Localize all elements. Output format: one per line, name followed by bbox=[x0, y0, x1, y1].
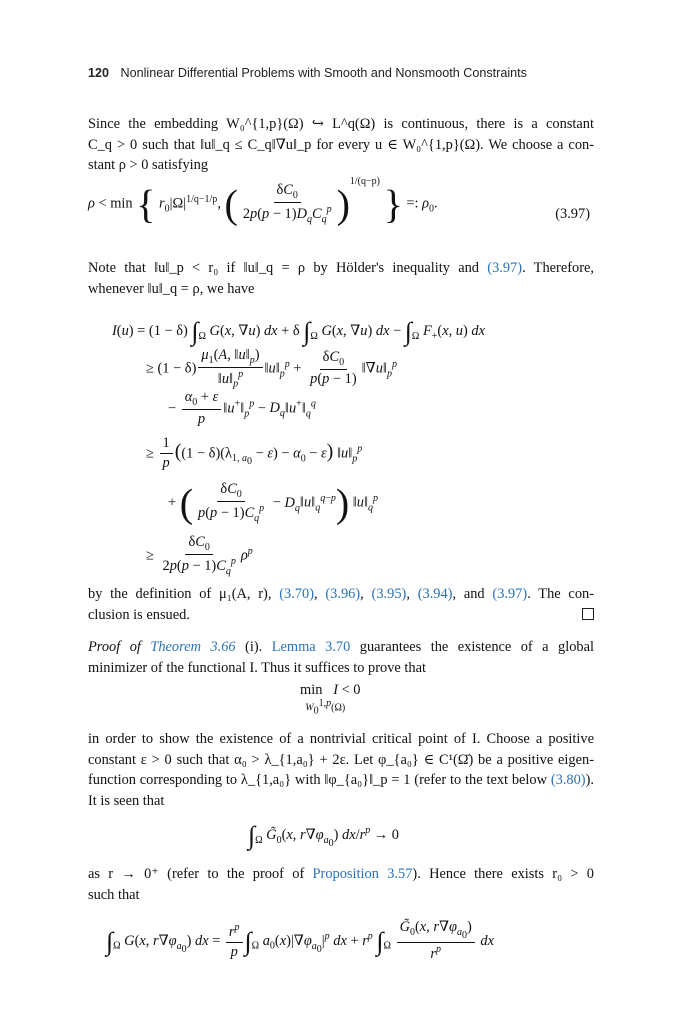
text-line: such that bbox=[88, 886, 140, 903]
derivation-line-2: ≥ (1 − δ) $\frac{\mu_1(A, ‖u‖_p)}{‖u‖_p^p}$ $‖u‖_p^p$ + $\frac{\delta C_0}{p(p - 1)}$ $‖\nabla u‖_p^p$ bbox=[146, 347, 397, 390]
proof-label: Proof of bbox=[88, 639, 151, 655]
paragraph-as-r bbox=[88, 864, 594, 905]
page-number: 120 bbox=[88, 66, 110, 80]
paragraph-note bbox=[88, 258, 594, 299]
equation-link[interactable]: (3.70) bbox=[279, 586, 315, 602]
equation-link[interactable]: (3.97) bbox=[492, 586, 528, 602]
proposition-link[interactable]: Proposition 3.57 bbox=[312, 866, 413, 882]
text-segment: ). Hence there exists r₀ > 0 bbox=[412, 866, 595, 882]
text-segment: . The con- bbox=[527, 586, 595, 602]
derivation-line-1: I(u) = (1 − δ) $\int_\Omega$ G(x, ∇u) dx + δ $\int_\Omega$ G(x, ∇u) dx − $\int_\Omega$ $F_+(x$, u) dx bbox=[112, 317, 485, 346]
qed-box-icon bbox=[582, 608, 594, 620]
paragraph-proof bbox=[88, 637, 594, 678]
text-segment: Note that ‖u‖_p < r₀ if ‖u‖_q = ρ by Hölder's inequality and bbox=[88, 260, 488, 276]
equation-link[interactable]: (3.80) bbox=[550, 772, 586, 788]
equation-link[interactable]: (3.94) bbox=[417, 586, 453, 602]
final-equation: $\int_\Omega$ G(x, $r\nabla\varphi_{a_0}$) dx = $\frac{r^p}{p}$ $\int_\Omega$ $a_0(x)|\nabla\varphi_{a_0}|^p$ dx + $r^p$ $\int_\Omega$ $\frac{G̃_0(x, r\nabla\varphi_{a_0})}{r^p}$ dx bbox=[106, 919, 495, 962]
text-segment: , and bbox=[452, 586, 493, 602]
text-line: C_q > 0 such that ‖u‖_q ≤ C_q‖∇u‖_p for every u ∈ W₀^{1,p}(Ω). We choose a con- bbox=[88, 136, 594, 153]
derivation-line-3: − $\frac{\alpha_0 + \varepsilon}{p}$ $‖u^+‖_p^p$ − $D_q‖u^+‖_q^q$ bbox=[168, 389, 316, 427]
text-segment: ). bbox=[585, 772, 594, 788]
text-segment: guarantees the existence of a global bbox=[350, 639, 594, 655]
text-line: whenever ‖u‖_q = ρ, we have bbox=[88, 280, 255, 297]
text-segment: . Therefore, bbox=[522, 260, 594, 276]
text-segment: (i). bbox=[235, 639, 272, 655]
text-segment: as r → 0⁺ (refer to the proof of bbox=[88, 866, 313, 882]
running-header bbox=[88, 66, 594, 80]
paragraph-choose bbox=[88, 729, 594, 811]
equation-link[interactable]: (3.95) bbox=[371, 586, 407, 602]
text-segment: function corresponding to λ_{1,a₀} with ‖φ_{a₀}‖_p = 1 (refer to the text below bbox=[88, 772, 551, 788]
equation-link[interactable]: (3.97) bbox=[487, 260, 523, 276]
equation-link[interactable]: (3.96) bbox=[325, 586, 361, 602]
text-segment: by the definition of μ₁(A, r), bbox=[88, 586, 280, 602]
text-line: constant ε > 0 such that α₀ > λ_{1,a₀} + 2ε. Let φ_{a₀} ∈ C¹(Ω̄) be a positive eigen- bbox=[88, 751, 594, 768]
equation-number: (3.97) bbox=[555, 206, 590, 222]
min-equation: min I < 0 $W_0^{1,p}(\Omega)$ bbox=[300, 682, 361, 717]
derivation-line-6: ≥ $\frac{\delta C_0}{2p(p - 1)C_q^p}$ $\rho^p$ bbox=[146, 534, 253, 577]
derivation-line-4: ≥ $\frac{1}{p}$ $((1 - \delta)(\lambda_{1, a_0} - \varepsilon) - \alpha_0 - \varepsilon)$ $‖u‖_p^p$ bbox=[146, 435, 363, 471]
text-line: It is seen that bbox=[88, 792, 165, 809]
paragraph-embedding bbox=[88, 114, 594, 176]
limit-equation: $\int_\Omega$ $G̃_0(x$, $r\nabla\varphi_{a_0}$) $dx/r^p \to 0$ bbox=[248, 821, 399, 850]
theorem-link[interactable]: Theorem 3.66 bbox=[150, 639, 236, 655]
text-line: stant ρ > 0 satisfying bbox=[88, 157, 209, 173]
paragraph-definition: by the definition of μ₁(A, r), (3.70), (3.96), (3.95), (3.94), and (3.97). The con- clusion is ensued. bbox=[88, 584, 594, 625]
text-line: Since the embedding W₀^{1,p}(Ω) ↪ L^q(Ω) is continuous, there is a constant bbox=[88, 116, 594, 132]
text-line: minimizer of the functional I. Thus it suffices to prove that bbox=[88, 659, 426, 676]
page bbox=[88, 0, 594, 1024]
equation-3-97: ρ < min { $r_0|\Omega|^{1/q-1/p}$, ( $\frac{\delta C_0}{2p(p - 1)D_qC_q^p}$ )$^{1/(q-p)}$ } =: $\rho_0$. bbox=[88, 175, 438, 227]
text-line: clusion is ensued. bbox=[88, 606, 190, 623]
text-line: in order to show the existence of a nontrivial critical point of I. Choose a positive bbox=[88, 731, 594, 747]
derivation-line-5: + ( $\frac{\delta C_0}{p(p - 1)C_q^p}$ − $D_q‖u‖_q^{q-p}$) $‖u‖_q^p$ bbox=[168, 480, 379, 526]
lemma-link[interactable]: Lemma 3.70 bbox=[271, 639, 351, 655]
running-title: Nonlinear Differential Problems with Smooth and Nonsmooth Constraints bbox=[120, 66, 527, 80]
